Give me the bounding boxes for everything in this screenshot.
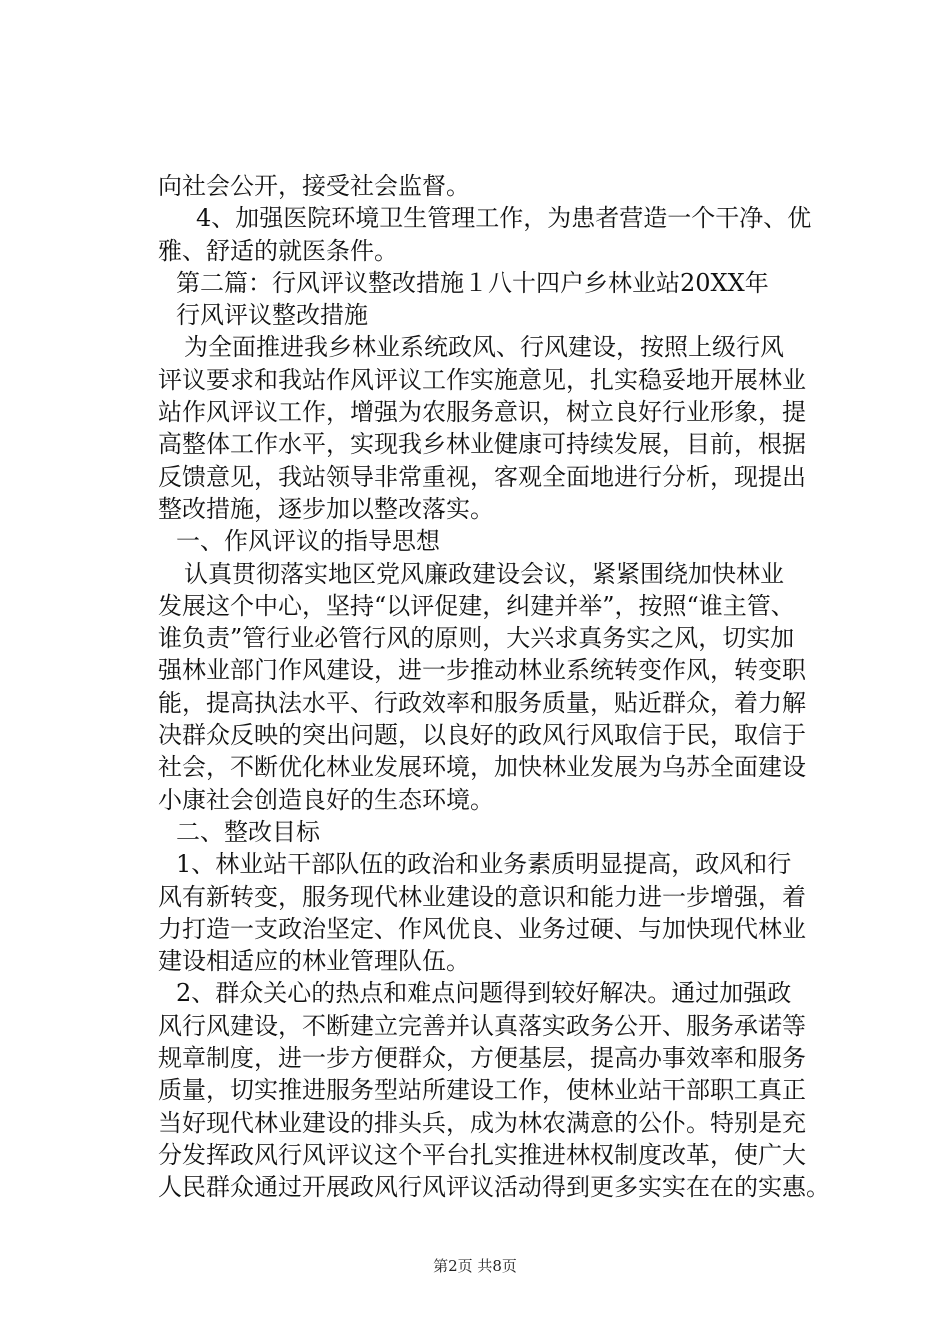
text-line: 谁负责”管行业必管行风的原则，大兴求真务实之风，切实加 xyxy=(158,624,795,653)
section-heading: 第二篇：行风评议整改措施１八十四户乡林业站20XX年 xyxy=(176,268,769,297)
text-line: 认真贯彻落实地区党风廉政建设会议，紧紧围绕加快林业 xyxy=(184,559,784,588)
text-line: 评议要求和我站作风评议工作实施意见，扎实稳妥地开展林业 xyxy=(158,365,806,394)
text-line: 人民群众通过开展政风行风评议活动得到更多实实在在的实惠。 xyxy=(158,1173,830,1202)
text-line: 风行风建设，不断建立完善并认真落实政务公开、服务承诺等 xyxy=(158,1011,806,1040)
text-line: 整改措施，逐步加以整改落实。 xyxy=(158,494,494,523)
text-line: 决群众反映的突出问题，以良好的政风行风取信于民，取信于 xyxy=(158,721,806,750)
text-line: 能，提高执法水平、行政效率和服务质量，贴近群众，着力解 xyxy=(158,688,806,717)
text-line: 社会，不断优化林业发展环境，加快林业发展为乌苏全面建设 xyxy=(158,753,806,782)
section-heading: 二、整改目标 xyxy=(176,817,320,846)
text-line: 反馈意见，我站领导非常重视，客观全面地进行分析，现提出 xyxy=(158,462,806,491)
text-line: 风有新转变，服务现代林业建设的意识和能力进一步增强，着 xyxy=(158,882,806,911)
text-line: 2、群众关心的热点和难点问题得到较好解决。通过加强政 xyxy=(176,979,792,1008)
text-line: 1、林业站干部队伍的政治和业务素质明显提高，政风和行 xyxy=(176,850,792,879)
text-line: 当好现代林业建设的排头兵，成为林农满意的公仆。特别是充 xyxy=(158,1108,806,1137)
text-line: 为全面推进我乡林业系统政风、行风建设，按照上级行风 xyxy=(184,333,784,362)
text-line: 雅、舒适的就医条件。 xyxy=(158,236,398,265)
text-line: 4、加强医院环境卫生管理工作，为患者营造一个干净、优 xyxy=(196,204,812,233)
text-line: 力打造一支政治坚定、作风优良、业务过硬、与加快现代林业 xyxy=(158,914,806,943)
text-line: 规章制度，进一步方便群众，方便基层，提高办事效率和服务 xyxy=(158,1044,806,1073)
text-line: 建设相适应的林业管理队伍。 xyxy=(158,947,470,976)
text-line: 向社会公开，接受社会监督。 xyxy=(158,172,470,200)
text-line: 分发挥政风行风评议这个平台扎实推进林权制度改革，使广大 xyxy=(158,1140,806,1169)
document-body xyxy=(158,170,848,1204)
text-line: 小康社会创造良好的生态环境。 xyxy=(158,785,494,814)
text-line: 站作风评议工作，增强为农服务意识，树立良好行业形象，提 xyxy=(158,398,806,427)
page-number-footer: 第2页 共8页 xyxy=(433,1257,517,1275)
text-line: 高整体工作水平，实现我乡林业健康可持续发展，目前，根据 xyxy=(158,430,806,459)
text-line: 发展这个中心，坚持“以评促建，纠建并举”，按照“谁主管、 xyxy=(158,591,795,620)
text-line: 质量，切实推进服务型站所建设工作，使林业站干部职工真正 xyxy=(158,1076,806,1105)
section-heading: 行风评议整改措施 xyxy=(176,301,368,330)
text-line: 强林业部门作风建设，进一步推动林业系统转变作风，转变职 xyxy=(158,656,806,685)
section-heading: 一、作风评议的指导思想 xyxy=(176,527,440,556)
